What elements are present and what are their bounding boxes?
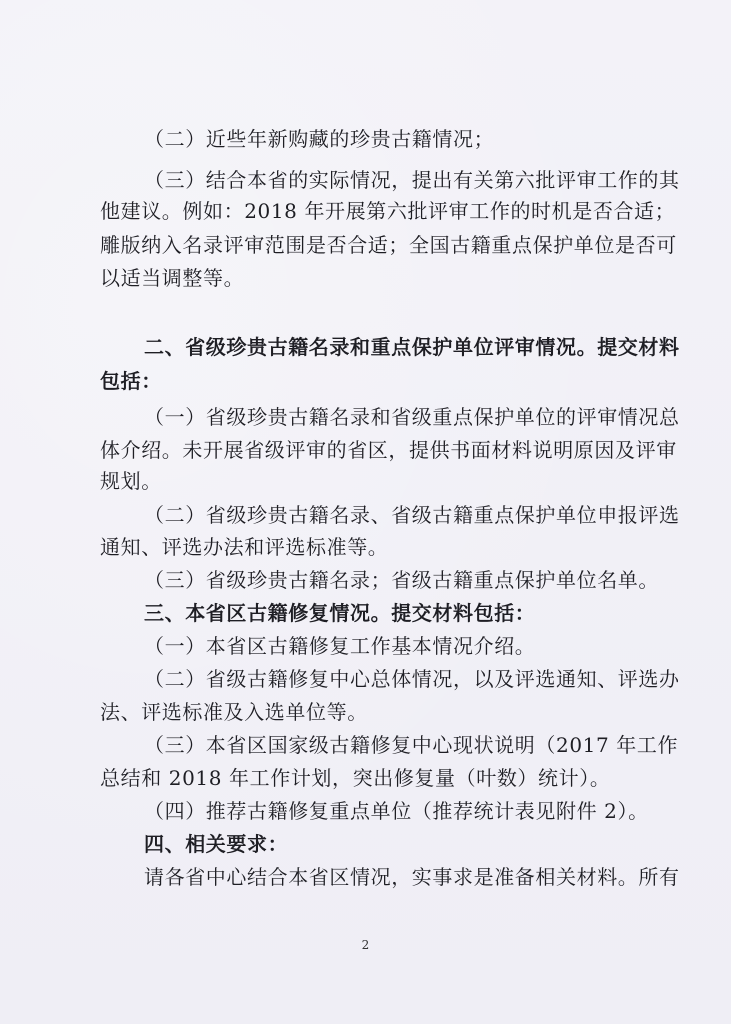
text-line: 规划。 <box>100 469 162 493</box>
section-heading: 包括： <box>100 369 162 393</box>
text-line: （一）省级珍贵古籍名录和省级重点保护单位的评审情况总 <box>144 405 680 429</box>
text-line: （二）省级古籍修复中心总体情况，以及评选通知、评选办 <box>144 667 680 691</box>
text-line: 通知、评选办法和评选标准等。 <box>100 535 389 559</box>
text-line: 雕版纳入名录评审范围是否合适；全国古籍重点保护单位是否可 <box>100 233 677 257</box>
text-line: （四）推荐古籍修复重点单位（推荐统计表见附件 2）。 <box>144 799 649 823</box>
text-line: 请各省中心结合本省区情况，实事求是准备相关材料。所有 <box>144 865 680 889</box>
text-line: （二）省级珍贵古籍名录、省级古籍重点保护单位申报评选 <box>144 503 680 527</box>
page-number: 2 <box>361 938 370 952</box>
text-line: 总结和 2018 年工作计划，突出修复量（叶数）统计）。 <box>100 766 611 790</box>
text-line: （三）省级珍贵古籍名录；省级古籍重点保护单位名单。 <box>144 568 659 592</box>
text-line: 法、评选标准及入选单位等。 <box>100 700 368 724</box>
section-heading: 四、相关要求： <box>144 832 289 856</box>
section-heading: 二、省级珍贵古籍名录和重点保护单位评审情况。提交材料 <box>144 335 680 359</box>
section-heading: 三、本省区古籍修复情况。提交材料包括： <box>144 601 536 625</box>
text-line: （二）近些年新购藏的珍贵古籍情况； <box>144 127 495 151</box>
text-line: （三）结合本省的实际情况，提出有关第六批评审工作的其 <box>144 168 680 192</box>
text-line: （三）本省区国家级古籍修复中心现状说明（2017 年工作 <box>144 733 679 757</box>
text-line: 体介绍。未开展省级评审的省区，提供书面材料说明原因及评审 <box>100 438 677 462</box>
text-line: 他建议。例如：2018 年开展第六批评审工作的时机是否合适； <box>100 199 676 223</box>
text-line: （一）本省区古籍修复工作基本情况介绍。 <box>144 634 536 658</box>
text-line: 以适当调整等。 <box>100 266 245 290</box>
